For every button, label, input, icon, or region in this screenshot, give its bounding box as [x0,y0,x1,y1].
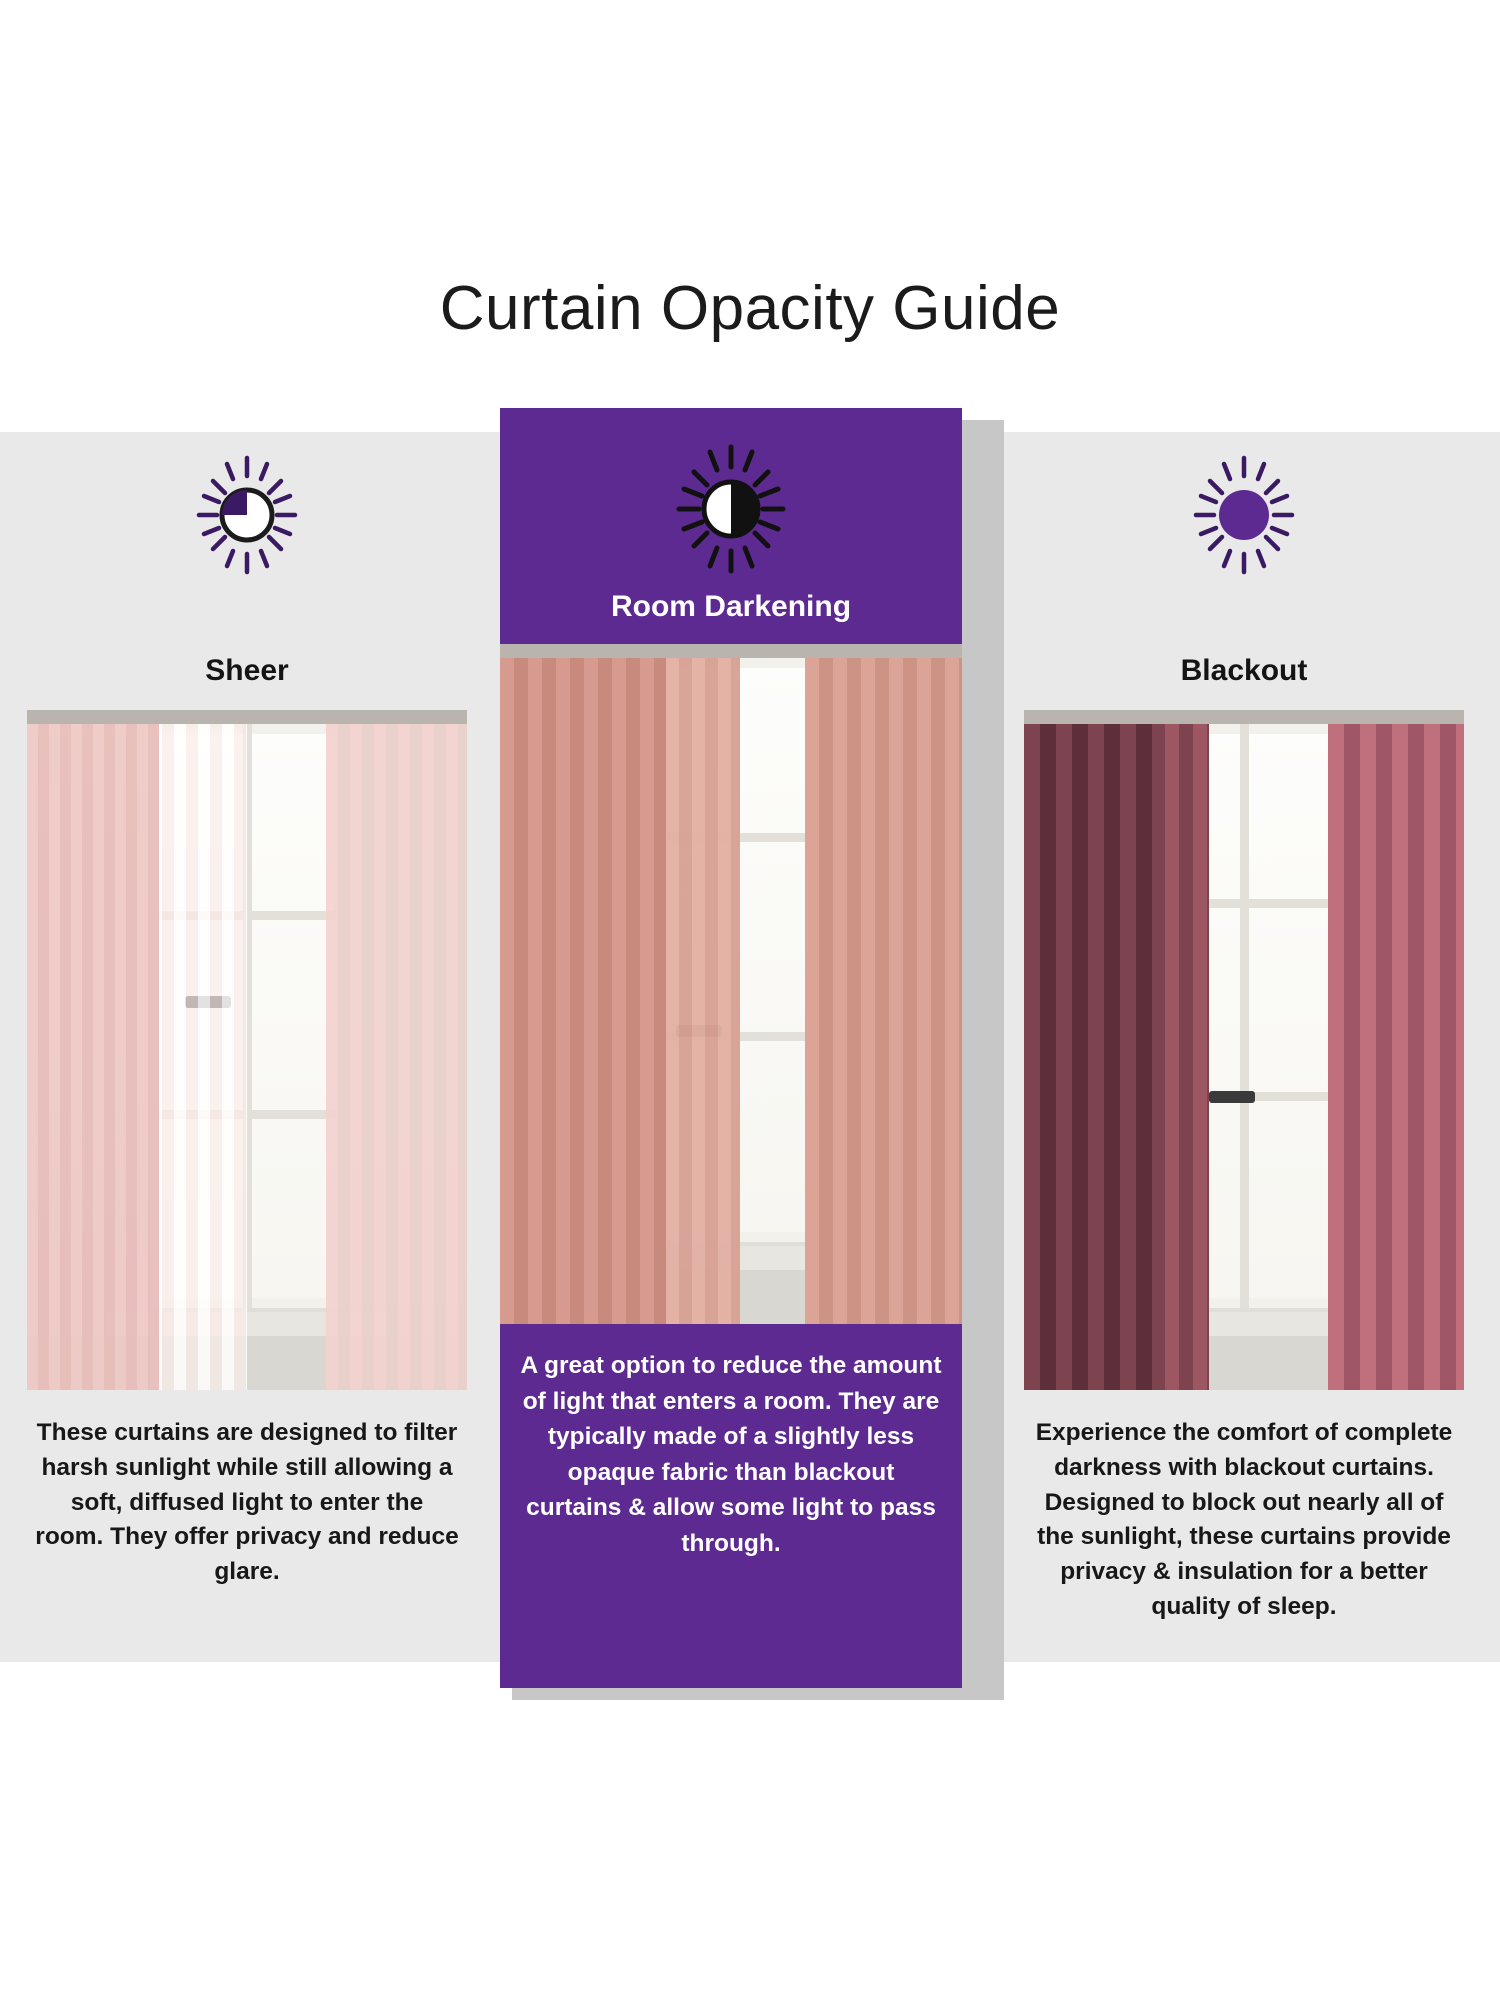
sun-half-filled-icon [500,444,962,574]
photo-sheer [27,710,467,1390]
photo-room-darkening [500,644,962,1324]
column-label-blackout: Blackout [1180,654,1308,687]
column-label-room-darkening: Room Darkening [610,590,852,623]
column-room-darkening [500,408,962,1688]
blackout-header [1024,432,1464,687]
sun-quarter-filled-icon [27,450,467,580]
page-title: Curtain Opacity Guide [439,274,1061,343]
sun-fully-filled-icon [1024,450,1464,580]
photo-blackout [1024,710,1464,1390]
column-sheer [27,432,467,1586]
description-sheer: These curtains are designed to filter harsh sunlight while still allowing a soft, diffused light to enter the room. They offer privacy and reduce glare. [35,1419,459,1586]
description-room-darkening: A great option to reduce the amount of light that enters a room. They are typically made of a slightly less opaque fabric than blackout curtains & allow some light to pass through. [520,1352,942,1557]
column-label-sheer: Sheer [205,654,289,687]
column-blackout [1024,432,1464,1620]
room-darkening-header [500,408,962,643]
sheer-header [27,432,467,687]
description-blackout: Experience the comfort of complete darkness with blackout curtains. Designed to block out nearly all of the sunlight, these curtains provide privacy & insulation for a better quality of sleep. [1035,1419,1453,1620]
